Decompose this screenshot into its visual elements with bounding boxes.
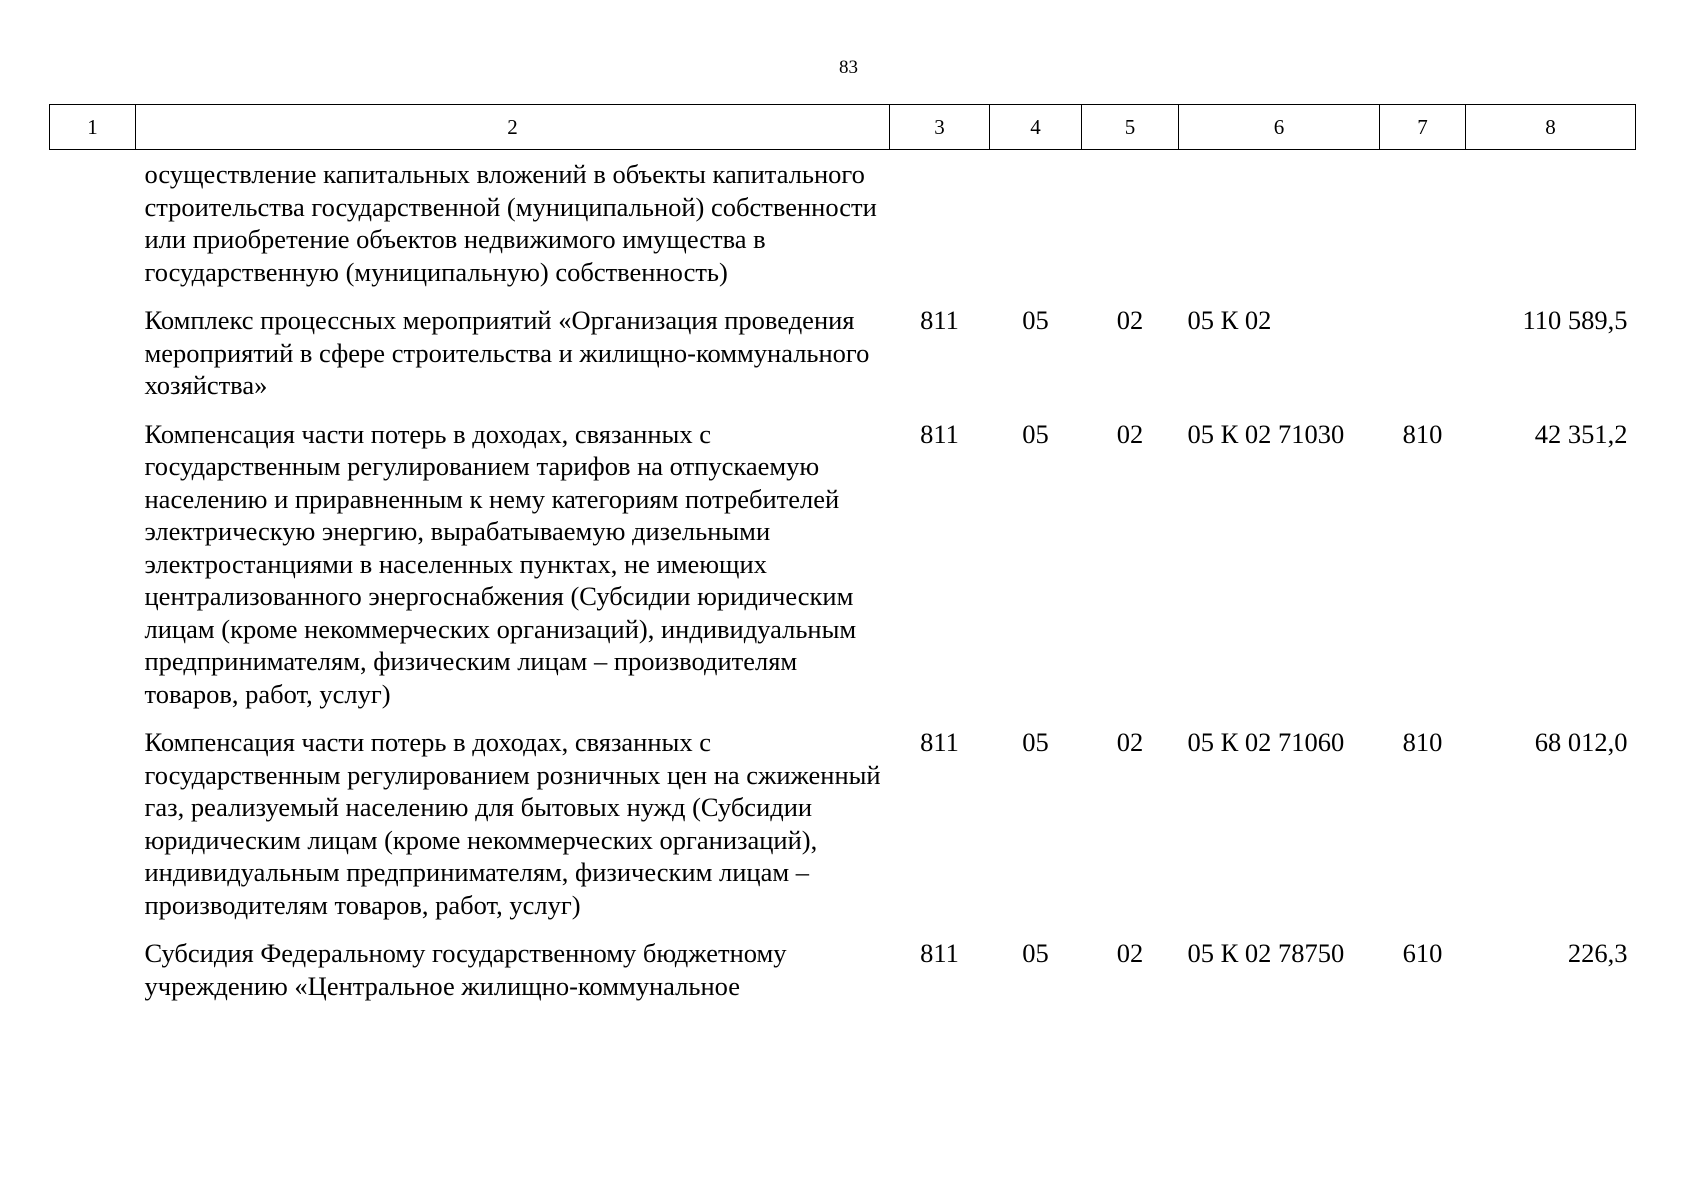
budget-table xyxy=(49,104,1636,1002)
column-header: 4 xyxy=(990,105,1082,150)
table-row xyxy=(50,150,1636,289)
column-header: 1 xyxy=(50,105,136,150)
target-article-code: 05 К 02 71060 xyxy=(1187,727,1345,757)
expense-type-code: 810 xyxy=(1402,727,1443,757)
column-header: 2 xyxy=(136,105,890,150)
column-header: 8 xyxy=(1466,105,1636,150)
table-row xyxy=(50,402,1636,711)
amount: 68 012,0 xyxy=(1534,727,1628,757)
table-row xyxy=(50,710,1636,921)
target-article-code: 05 К 02 78750 xyxy=(1187,938,1345,968)
column-header: 5 xyxy=(1082,105,1179,150)
table-row xyxy=(50,288,1636,402)
ministry-code xyxy=(890,150,990,289)
target-article-code: 05 К 02 71030 xyxy=(1187,418,1345,449)
expense-type-code: 810 xyxy=(1402,418,1443,449)
expense-type-code: 610 xyxy=(1402,938,1443,968)
subsection-code xyxy=(1082,150,1179,289)
row-name: Компенсация части потерь в доходах, связанных с государственным регулированием розничных цен на сжиженный газ, реализуемый населению для бытовых нужд (Субсидии юридическим лицам (кроме некоммерческих организаций), индивидуальным предпринимателям, физическим лицам – производителям товаров, работ, услуг) xyxy=(144,727,881,920)
section-code: 05 xyxy=(1022,305,1049,335)
ministry-code: 811 xyxy=(920,727,959,757)
expense-type-code xyxy=(1380,288,1466,402)
amount: 226,3 xyxy=(1567,938,1628,968)
ministry-code: 811 xyxy=(920,418,959,449)
subsection-code: 02 xyxy=(1116,305,1144,335)
subsection-code: 02 xyxy=(1116,727,1144,757)
section-code xyxy=(990,150,1082,289)
row-number-cell xyxy=(50,402,136,711)
row-number-cell xyxy=(50,921,136,1002)
subsection-code: 02 xyxy=(1116,418,1144,449)
subsection-code: 02 xyxy=(1116,938,1144,968)
column-header: 3 xyxy=(890,105,990,150)
ministry-code: 811 xyxy=(920,305,959,335)
row-number-cell xyxy=(50,150,136,289)
amount: 110 589,5 xyxy=(1522,305,1628,335)
row-name: Компенсация части потерь в доходах, связанных с государственным регулированием тарифов на отпускаемую населению и приравненным к нему категориям потребителей электрическую энергию, вырабатываемую дизельными электростанциями в населенных пунктах, не имеющих централизованного энергоснабжения (Субсидии юридическим лицам (кроме некоммерческих организаций), индивидуальным предпринимателям, физическим лицам – производителям товаров, работ, услуг) xyxy=(144,418,857,709)
amount: 42 351,2 xyxy=(1534,418,1628,449)
column-header: 6 xyxy=(1179,105,1380,150)
row-name: Субсидия Федеральному государственному бюджетному учреждению «Центральное жилищно-коммунальное xyxy=(144,938,787,1001)
expense-type-code xyxy=(1380,150,1466,289)
column-header: 7 xyxy=(1380,105,1466,150)
row-name: Комплекс процессных мероприятий «Организация проведения мероприятий в сфере строительства и жилищно-коммунального хозяйства» xyxy=(144,305,870,400)
row-number-cell xyxy=(50,710,136,921)
section-code: 05 xyxy=(1022,938,1049,968)
page-number: 83 xyxy=(839,57,858,78)
row-name: осуществление капитальных вложений в объекты капитального строительства государственной (муниципальной) собственности или приобретение объектов недвижимого имущества в государственную (муниципальную) собственность) xyxy=(144,159,877,287)
column-number-header xyxy=(50,105,1636,150)
table-row xyxy=(50,921,1636,1002)
section-code: 05 xyxy=(1022,418,1049,449)
target-article-code: 05 К 02 xyxy=(1187,305,1272,335)
ministry-code: 811 xyxy=(920,938,959,968)
target-article-code xyxy=(1179,150,1380,289)
amount xyxy=(1466,150,1636,289)
section-code: 05 xyxy=(1022,727,1049,757)
row-number-cell xyxy=(50,288,136,402)
